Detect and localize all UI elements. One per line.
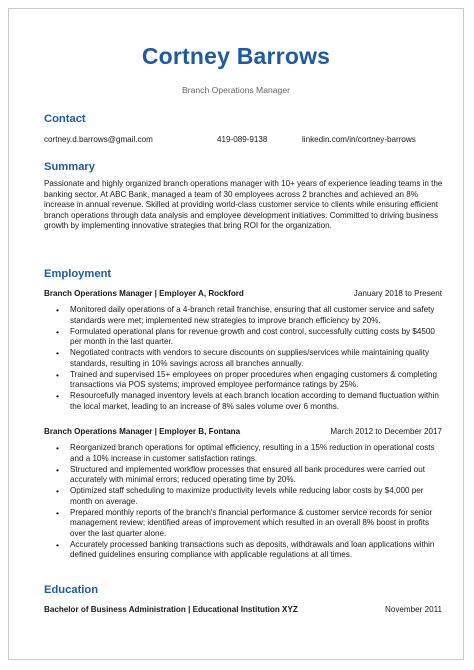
- candidate-name: Cortney Barrows: [141, 43, 331, 69]
- list-item: • Resourcefully managed inventory levels at each branch location according to demand fluctuation within the local market, leading to an increase of 8% sales volume over 6 months.: [44, 391, 442, 412]
- list-item: • Optimized staff scheduling to maximize productivity levels while reducing labor costs by $4,000 per month on average.: [44, 486, 442, 507]
- job-bullets: [44, 443, 442, 561]
- education-heading: Education: [44, 584, 99, 596]
- education-date: November 2011: [385, 605, 442, 614]
- contact-row: [44, 135, 444, 147]
- job-dates: January 2018 to Present: [353, 289, 442, 298]
- summary-text: Passionate and highly organized branch operations manager with 10+ years of experience leading teams in the banking sector. At ABC Bank, managed a team of 30 employees across 2 branches and achieved an 8% increase in annual revenue. Skilled at providing world-class customer service to clients while ensuring efficient branch operations through data analysis and employee development initiatives. Committed to driving business growth by implementing innovative strategies that bring ROI for the organization.: [44, 179, 443, 231]
- list-item: • Trained and supervised 15+ employees on proper procedures when engaging customers & completing transactions via POS systems; improved employee performance ratings by 25%.: [44, 370, 442, 391]
- education-entry: [44, 605, 442, 616]
- job-dates: March 2012 to December 2017: [330, 427, 442, 436]
- employment-heading: Employment: [44, 268, 112, 280]
- list-item: • Accurately processed banking transactions such as deposits, withdrawals and loan applications within defined guidelines ensuring compliance with applicable regulations at all times.: [44, 540, 442, 561]
- list-item: • Formulated operational plans for revenue growth and cost control, successfully cutting costs by $4500 per month in the last quarter.: [44, 327, 442, 348]
- contact-linkedin[interactable]: linkedin.com/in/cortney-barrows: [302, 135, 416, 144]
- list-item: • Structured and implemented workflow processes that ensured all bank procedures were carried out accurately with minimal errors; reduced operating time by 20%.: [44, 465, 442, 486]
- candidate-title: Branch Operations Manager: [182, 85, 290, 95]
- list-item: • Reorganized branch operations for optimal efficiency, resulting in a 15% reduction in operational costs and a 10% increase in customer satisfaction ratings.: [44, 443, 442, 464]
- contact-heading: Contact: [44, 113, 86, 125]
- contact-phone: 419-089-9138: [217, 135, 268, 144]
- list-item: • Prepared monthly reports of the branch's financial performance & customer service records for senior management review; identified areas of improvement which resulted in an overall 8% boost in profits over the last quarter alone.: [44, 508, 442, 540]
- list-item: • Negotiated contracts with vendors to secure discounts on supplies/services while maintaining quality standards, resulting in 10% savings across all branches annually.: [44, 348, 442, 369]
- job-bullets: [44, 305, 442, 413]
- job-header: [44, 427, 442, 438]
- education-degree: Bachelor of Business Administration | Educational Institution XYZ: [44, 605, 298, 614]
- job-title: Branch Operations Manager | Employer A, Rockford: [44, 289, 244, 298]
- resume-page: [8, 8, 464, 660]
- list-item: • Monitored daily operations of a 4-branch retail franchise, ensuring that all customer service and safety standards were met; implemented new strategies to improve branch efficiency by 20%.: [44, 305, 442, 326]
- contact-email[interactable]: cortney.d.barrows@gmail.com: [44, 135, 153, 144]
- job-title: Branch Operations Manager | Employer B, Fontana: [44, 427, 241, 436]
- summary-heading: Summary: [44, 161, 95, 173]
- job-header: [44, 289, 442, 300]
